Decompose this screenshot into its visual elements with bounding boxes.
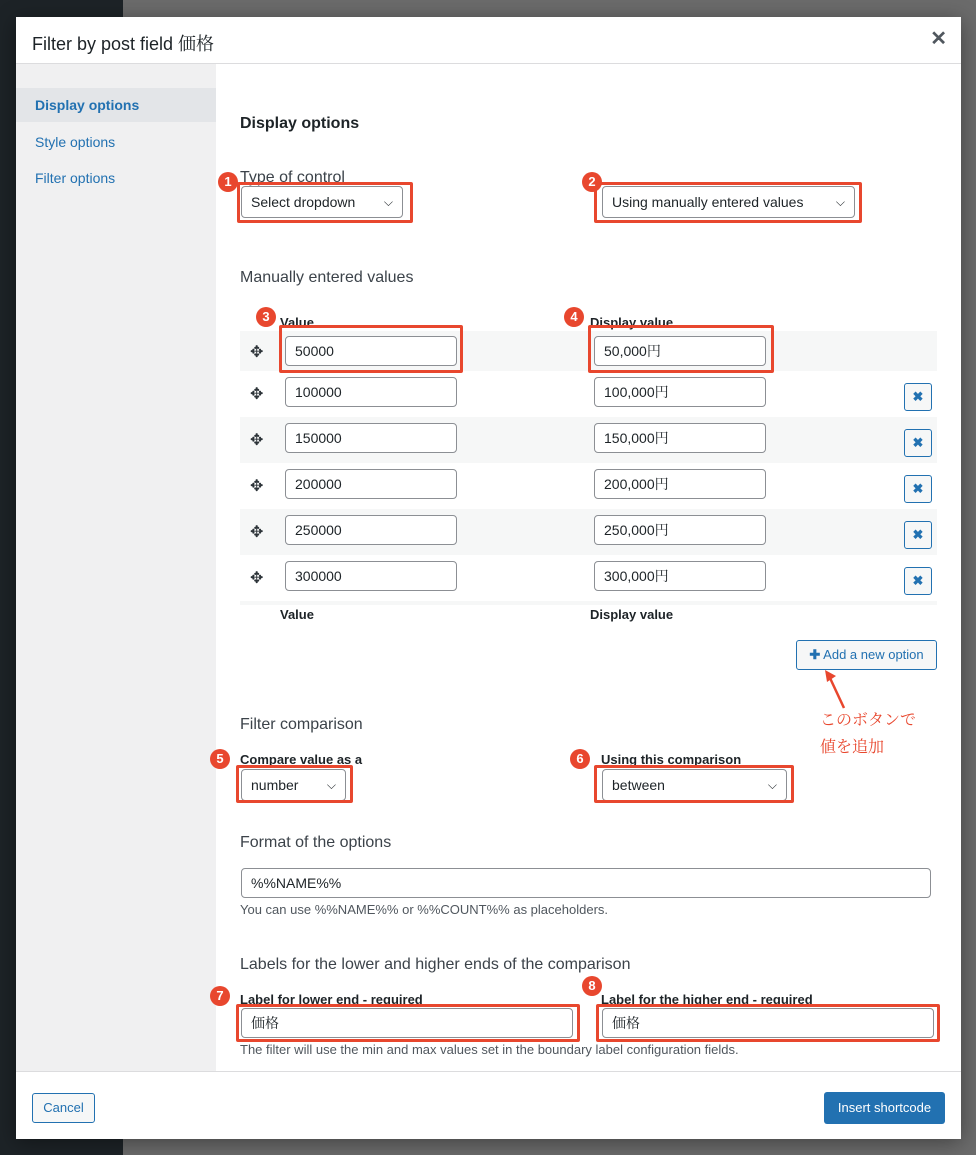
marker-2: 2 — [582, 172, 602, 192]
cancel-button[interactable]: Cancel — [32, 1093, 95, 1123]
insert-shortcode-button[interactable]: Insert shortcode — [824, 1092, 945, 1124]
higher-end-input[interactable]: 価格 — [602, 1008, 934, 1038]
value-input[interactable]: 250000 — [285, 515, 457, 545]
value-column-footer: Value — [280, 607, 314, 622]
comparison-select[interactable] — [602, 769, 787, 801]
add-new-option-button[interactable] — [796, 640, 937, 670]
type-of-control-heading: Type of control — [240, 169, 345, 186]
content-panel — [216, 64, 961, 1071]
values-source-value: Using manually entered values — [612, 194, 804, 210]
chevron-down-icon: ⌵ — [326, 778, 336, 792]
display-value-column-header: Display value — [590, 315, 674, 330]
display-value-input[interactable]: 300,000円 — [594, 561, 766, 591]
display-value-input[interactable]: 150,000円 — [594, 423, 766, 453]
marker-7: 7 — [210, 986, 230, 1006]
using-comparison-label: Using this comparison — [601, 752, 742, 767]
higher-end-label: Label for the higher end - required — [601, 992, 813, 1007]
value-column-header: Value — [280, 315, 314, 330]
value-input[interactable]: 150000 — [285, 423, 457, 453]
modal-footer — [16, 1071, 961, 1139]
remove-option-button[interactable]: ✖ — [904, 475, 932, 503]
format-help-text: You can use %%NAME%% or %%COUNT%% as placeholders. — [240, 902, 609, 917]
drag-handle-icon[interactable]: ✥ — [250, 386, 264, 403]
drag-handle-icon[interactable]: ✥ — [250, 524, 264, 541]
format-input[interactable]: %%NAME%% — [241, 868, 931, 898]
annotation-text-line2: 値を追加 — [820, 739, 885, 756]
annotation-arrow-icon — [822, 668, 852, 710]
lower-end-label: Label for lower end - required — [240, 992, 423, 1007]
marker-8: 8 — [582, 976, 602, 996]
marker-5: 5 — [210, 749, 230, 769]
close-icon[interactable]: ✕ — [930, 28, 947, 50]
value-input[interactable]: 200000 — [285, 469, 457, 499]
add-new-option-label: Add a new option — [823, 647, 924, 662]
labels-heading: Labels for the lower and higher ends of the comparison — [240, 956, 631, 973]
chevron-down-icon: ⌵ — [767, 778, 777, 792]
sidebar-item-filter-options[interactable]: Filter options — [35, 170, 116, 186]
value-row — [240, 509, 937, 555]
sidebar — [16, 64, 216, 1071]
table-footer-strip — [240, 601, 937, 605]
comparison-value: between — [612, 777, 665, 793]
filter-modal — [16, 17, 961, 1138]
marker-4: 4 — [564, 307, 584, 327]
value-row — [240, 331, 937, 371]
compare-as-value: number — [251, 777, 299, 793]
values-source-select[interactable] — [602, 186, 855, 218]
modal-title: Filter by post field 価格 — [32, 34, 215, 54]
display-value-input[interactable]: 250,000円 — [594, 515, 766, 545]
value-input[interactable]: 300000 — [285, 561, 457, 591]
marker-1: 1 — [218, 172, 238, 192]
value-row — [240, 417, 937, 463]
labels-help-text: The filter will use the min and max values set in the boundary label configuration fields. — [240, 1042, 739, 1057]
remove-option-button[interactable]: ✖ — [904, 429, 932, 457]
remove-option-button[interactable]: ✖ — [904, 567, 932, 595]
format-heading: Format of the options — [240, 834, 392, 851]
drag-handle-icon[interactable]: ✥ — [250, 344, 264, 361]
display-value-input[interactable]: 200,000円 — [594, 469, 766, 499]
value-input[interactable]: 50000 — [285, 336, 457, 366]
modal-header — [16, 17, 961, 64]
value-row — [240, 463, 937, 509]
drag-handle-icon[interactable]: ✥ — [250, 478, 264, 495]
compare-value-label: Compare value as a — [240, 752, 363, 767]
drag-handle-icon[interactable]: ✥ — [250, 432, 264, 449]
page-title: Display options — [240, 115, 360, 132]
control-type-select[interactable] — [241, 186, 403, 218]
control-type-value: Select dropdown — [251, 194, 356, 210]
plus-icon: ✚ — [809, 647, 821, 662]
sidebar-item-style-options[interactable]: Style options — [35, 134, 116, 150]
drag-handle-icon[interactable]: ✥ — [250, 570, 264, 587]
display-value-input[interactable]: 50,000円 — [594, 336, 766, 366]
lower-end-input[interactable]: 価格 — [241, 1008, 573, 1038]
manual-values-heading: Manually entered values — [240, 269, 414, 286]
value-row — [240, 371, 937, 417]
value-input[interactable]: 100000 — [285, 377, 457, 407]
remove-option-button[interactable]: ✖ — [904, 521, 932, 549]
value-row — [240, 555, 937, 601]
sidebar-item-display-options[interactable]: Display options — [16, 88, 216, 122]
chevron-down-icon: ⌵ — [835, 195, 845, 209]
annotation-text-line1: このボタンで — [820, 712, 917, 729]
remove-option-button[interactable]: ✖ — [904, 383, 932, 411]
marker-3: 3 — [256, 307, 276, 327]
display-value-input[interactable]: 100,000円 — [594, 377, 766, 407]
chevron-down-icon: ⌵ — [383, 195, 393, 209]
filter-comparison-heading: Filter comparison — [240, 716, 363, 733]
compare-as-select[interactable] — [241, 769, 346, 801]
display-value-column-footer: Display value — [590, 607, 674, 622]
marker-6: 6 — [570, 749, 590, 769]
